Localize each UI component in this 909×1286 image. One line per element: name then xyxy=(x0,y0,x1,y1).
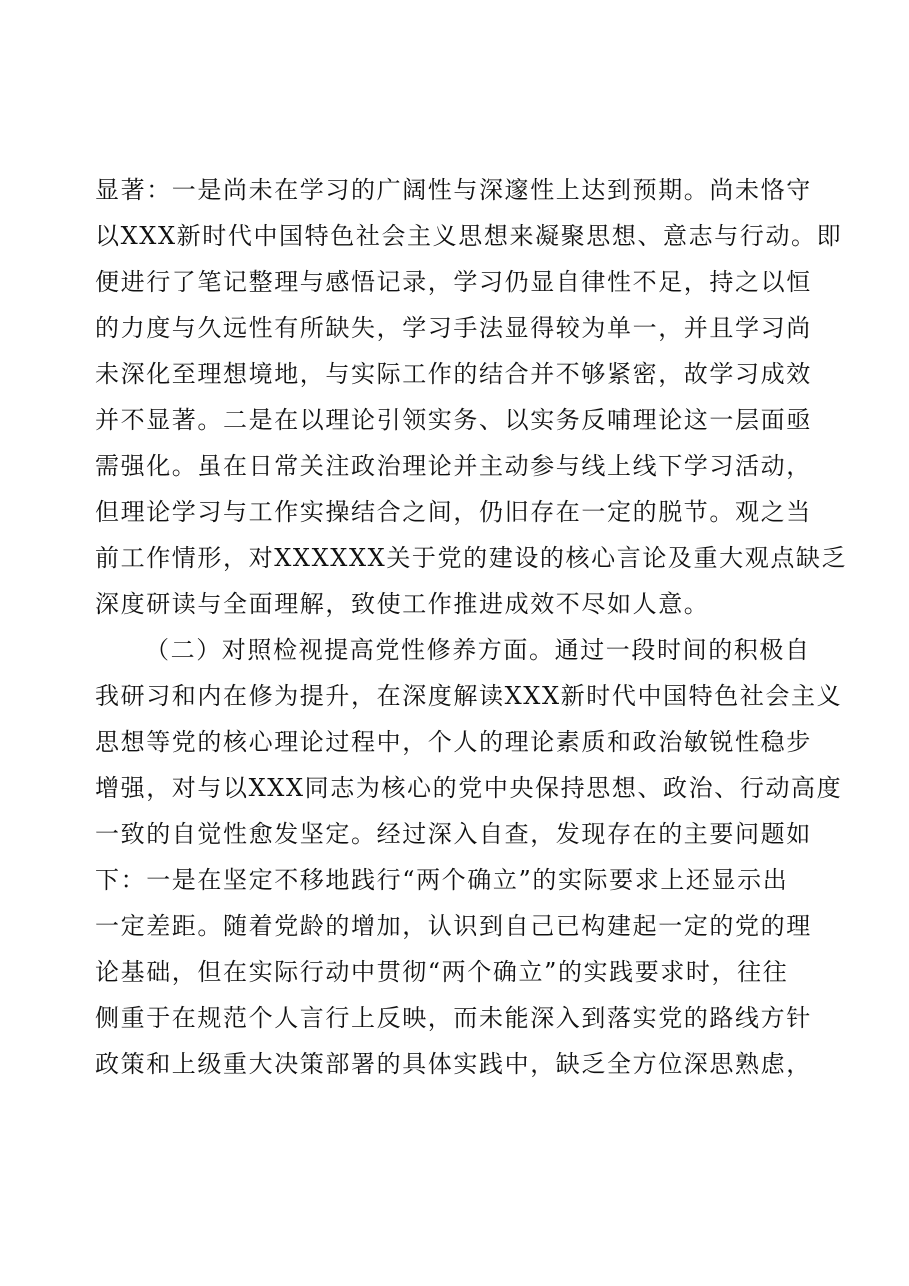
text-line: 的力度与久远性有所缺失，学习手法显得较为单一，并且学习尚 xyxy=(95,314,812,342)
text-line: 便进行了笔记整理与感悟记录，学习仍显自律性不足，持之以恒 xyxy=(95,268,812,296)
text-line: 未深化至理想境地，与实际工作的结合并不够紧密，故学习成效 xyxy=(95,360,812,388)
text-line: 显著：一是尚未在学习的广阔性与深邃性上达到预期。尚未恪守 xyxy=(95,176,812,204)
text-line: 下：一是在坚定不移地践行“两个确立”的实际要求上还显示出 xyxy=(95,866,789,894)
text-line: 我研习和内在修为提升，在深度解读XXX新时代中国特色社会主义 xyxy=(95,682,843,710)
text-line: 并不显著。二是在以理论引领实务、以实务反哺理论这一层面亟 xyxy=(95,406,812,434)
text-line: 一致的自觉性愈发坚定。经过深入自查，发现存在的主要问题如 xyxy=(95,820,812,848)
text-line: 以XXX新时代中国特色社会主义思想来凝聚思想、意志与行动。即 xyxy=(95,222,843,250)
text-line: 增强，对与以XXX同志为核心的党中央保持思想、政治、行动高度 xyxy=(95,774,843,802)
text-line: 前工作情形，对XXXXXX关于党的建设的核心言论及重大观点缺乏 xyxy=(95,544,848,572)
section-heading-line: （二）对照检视提高党性修养方面。通过一段时间的积极自 xyxy=(145,636,811,664)
text-line: 深度研读与全面理解，致使工作推进成效不尽如人意。 xyxy=(95,590,710,618)
text-line: 需强化。虽在日常关注政治理论并主动参与线上线下学习活动， xyxy=(95,452,812,480)
text-line: 政策和上级重大决策部署的具体实践中，缺乏全方位深思熟虑， xyxy=(95,1050,812,1078)
text-line: 一定差距。随着党龄的增加，认识到自己已构建起一定的党的理 xyxy=(95,912,812,940)
text-line: 思想等党的核心理论过程中，个人的理论素质和政治敏锐性稳步 xyxy=(95,728,812,756)
text-line: 论基础，但在实际行动中贯彻“两个确立”的实践要求时，往往 xyxy=(95,958,789,986)
text-line: 侧重于在规范个人言行上反映，而未能深入到落实党的路线方针 xyxy=(95,1004,812,1032)
text-line: 但理论学习与工作实操结合之间，仍旧存在一定的脱节。观之当 xyxy=(95,498,812,526)
body-text xyxy=(95,167,848,1087)
